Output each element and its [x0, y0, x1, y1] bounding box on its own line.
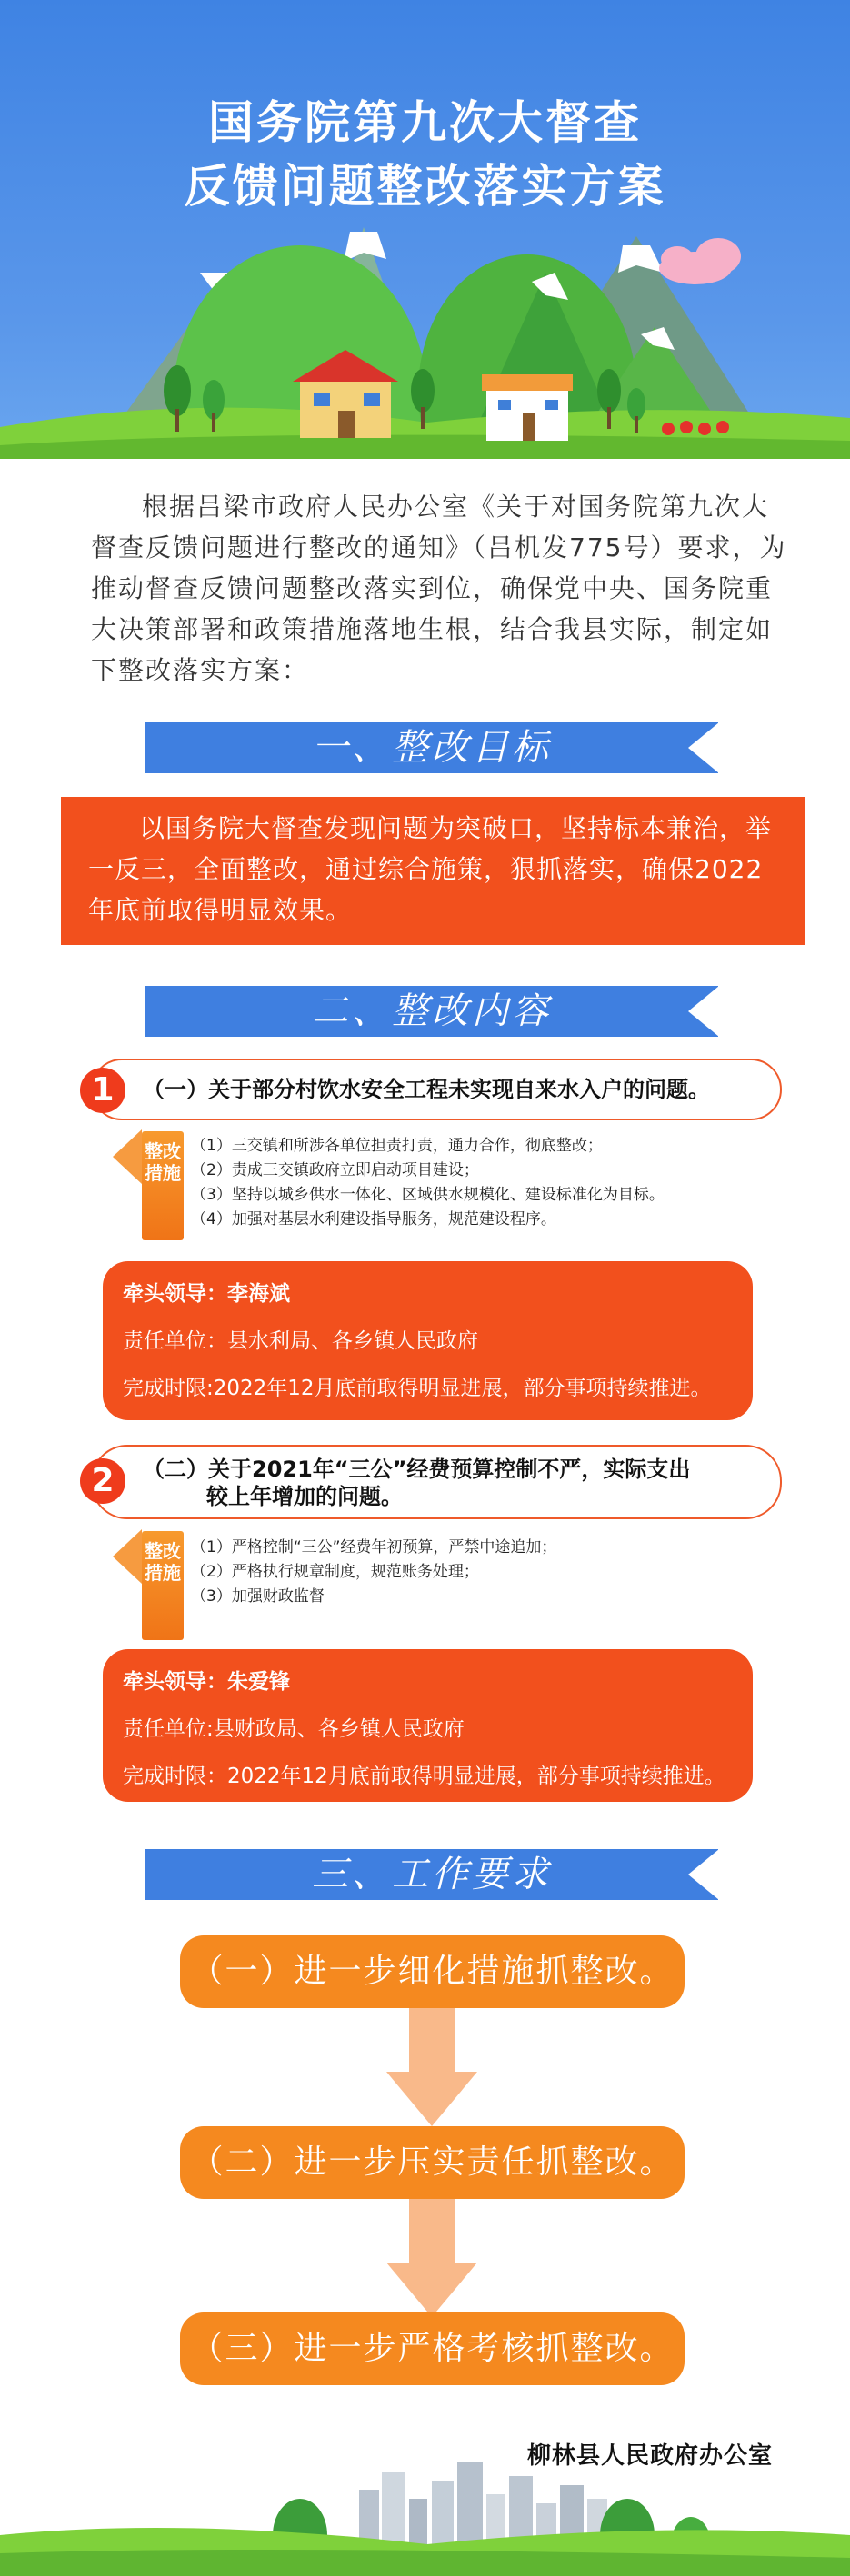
header-banner — [0, 0, 850, 459]
goal-text: 以国务院大督查发现问题为突破口，坚持标本兼治，举一反三，全面整改，通过综合施策，狠抓落实，确保2022年底前取得明显效果。 — [61, 797, 805, 945]
requirement-item-1: （一）进一步细化措施抓整改。 — [180, 1935, 685, 2008]
lead-leader: 牵头领导：李海斌 — [123, 1282, 290, 1306]
measures-tag-2: 整改措施 — [142, 1531, 184, 1640]
measure-item: （1）严格控制“三公”经费年初预算，严禁中途追加； — [191, 1538, 557, 1557]
measure-item: （3）坚持以城乡供水一体化、区域供水规模化、建设标准化为目标。 — [191, 1186, 665, 1204]
mountain-landscape-illustration — [0, 0, 850, 459]
page-title-line1: 国务院第九次大督查 — [208, 96, 642, 149]
lead-unit: 责任单位:县财政局、各乡镇人民政府 — [123, 1717, 465, 1741]
problem-1-title — [91, 1059, 782, 1120]
measure-item: （1）三交镇和所涉各单位担责打责，通力合作，彻底整改； — [191, 1137, 603, 1155]
arrow-down-icon — [386, 2199, 477, 2317]
problem-2-measures — [191, 1536, 791, 1609]
problem-2-responsibility-box — [103, 1649, 753, 1802]
problem-2-title — [91, 1445, 782, 1519]
measure-item: （2）责成三交镇政府立即启动项目建设； — [191, 1161, 479, 1179]
measure-item: （2）严格执行规章制度，规范账务处理； — [191, 1563, 479, 1581]
section-heading-content: 二、整改内容 — [145, 986, 718, 1037]
measures-tag-1: 整改措施 — [142, 1131, 184, 1240]
problem-1-responsibility-box — [103, 1261, 753, 1420]
city-skyline-illustration — [0, 2408, 850, 2576]
problem-1-measures — [191, 1134, 791, 1232]
lead-deadline: 完成时限:2022年12月底前取得明显进展，部分事项持续推进。 — [123, 1377, 712, 1400]
arrow-down-icon — [386, 2008, 477, 2126]
problem-1-number-badge: 1 — [80, 1068, 125, 1113]
lead-unit: 责任单位：县水利局、各乡镇人民政府 — [123, 1329, 478, 1353]
lead-deadline: 完成时限：2022年12月底前取得明显进展，部分事项持续推进。 — [123, 1765, 725, 1788]
section-heading-requirements: 三、工作要求 — [145, 1849, 718, 1900]
section-heading-goal: 一、整改目标 — [145, 722, 718, 773]
issuing-office: 柳林县人民政府办公室 — [526, 2442, 773, 2470]
problem-2-title-line2: 较上年增加的问题。 — [206, 1484, 403, 1509]
problem-2-number-badge: 2 — [80, 1458, 125, 1504]
problem-1-title-text: （一）关于部分村饮水安全工程未实现自来水入户的问题。 — [143, 1077, 710, 1102]
requirement-item-3: （三）进一步严格考核抓整改。 — [180, 2312, 685, 2385]
measure-item: （4）加强对基层水利建设指导服务，规范建设程序。 — [191, 1210, 556, 1228]
problem-2-title-line1: （二）关于2021年“三公”经费预算控制不严，实际支出 — [143, 1457, 691, 1482]
measure-item: （3）加强财政监督 — [191, 1587, 325, 1606]
page-title-line2: 反馈问题整改落实方案 — [184, 160, 666, 213]
intro-paragraph: 根据吕梁市政府人民办公室《关于对国务院第九次大督查反馈问题进行整改的通知》（吕机发775号）要求，为推动督查反馈问题整改落实到位，确保党中央、国务院重大决策部署和政策措施落地生根，结合我县实际，制定如下整改落实方案： — [91, 492, 787, 685]
requirement-item-2: （二）进一步压实责任抓整改。 — [180, 2126, 685, 2199]
lead-leader: 牵头领导：朱爱锋 — [123, 1670, 290, 1694]
